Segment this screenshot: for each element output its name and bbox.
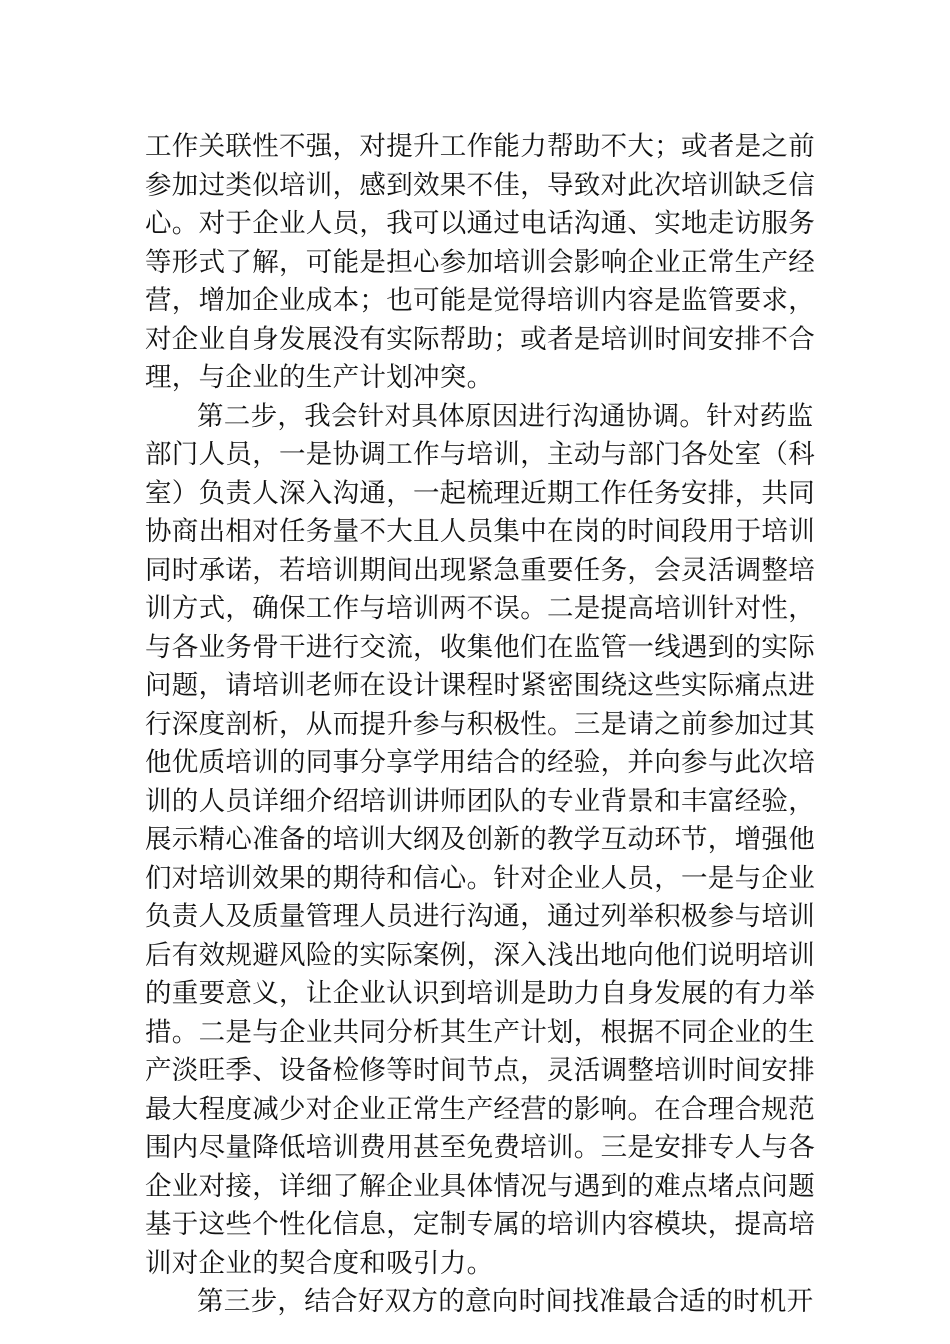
paragraph-start-line: 第三步，结合好双方的意向时间找准最合适的时机开 (197, 1286, 814, 1317)
text-line: 展示精心准备的培训大纲及创新的教学互动环节，增强他 (145, 824, 815, 855)
text-line: 产淡旺季、设备检修等时间节点，灵活调整培训时间安排 (145, 1055, 815, 1086)
text-line: 措。二是与企业共同分析其生产计划，根据不同企业的生 (145, 1016, 815, 1048)
text-line: 参加过类似培训，感到效果不佳，导致对此次培训缺乏信 (145, 169, 815, 201)
text-line: 室）负责人深入沟通，一起梳理近期工作任务安排，共同 (145, 477, 815, 509)
text-line: 营，增加企业成本；也可能是觉得培训内容是监管要求， (145, 285, 815, 316)
text-line: 心。对于企业人员，我可以通过电话沟通、实地走访服务 (145, 208, 815, 239)
text-line: 们对培训效果的期待和信心。针对企业人员，一是与企业 (145, 862, 815, 894)
text-line: 训的人员详细介绍培训讲师团队的专业背景和丰富经验， (145, 785, 815, 817)
text-line: 基于这些个性化信息，定制专属的培训内容模块，提高培 (145, 1209, 815, 1240)
text-line: 围内尽量降低培训费用甚至免费培训。三是安排专人与各 (145, 1132, 815, 1163)
text-line: 训对企业的契合度和吸引力。 (145, 1247, 494, 1279)
text-line: 最大程度减少对企业正常生产经营的影响。在合理合规范 (145, 1093, 815, 1125)
body-text (145, 128, 815, 1322)
text-line: 协商出相对任务量不大且人员集中在岗的时间段用于培训 (145, 516, 815, 547)
text-line: 对企业自身发展没有实际帮助；或者是培训时间安排不合 (145, 323, 815, 355)
text-line: 行深度剖析，从而提升参与积极性。三是请之前参加过其 (145, 708, 815, 740)
text-line: 企业对接，详细了解企业具体情况与遇到的难点堵点问题 (145, 1170, 815, 1202)
text-line: 同时承诺，若培训期间出现紧急重要任务，会灵活调整培 (145, 554, 815, 586)
text-line: 问题，请培训老师在设计课程时紧密围绕这些实际痛点进 (145, 670, 815, 701)
text-line: 等形式了解，可能是担心参加培训会影响企业正常生产经 (145, 246, 815, 278)
paragraph-start-line: 第二步，我会针对具体原因进行沟通协调。针对药监 (197, 400, 814, 432)
text-line: 他优质培训的同事分享学用结合的经验，并向参与此次培 (145, 747, 815, 778)
text-line: 的重要意义，让企业认识到培训是助力自身发展的有力举 (145, 978, 815, 1009)
text-line: 部门人员，一是协调工作与培训，主动与部门各处室（科 (145, 439, 815, 470)
text-line: 与各业务骨干进行交流，收集他们在监管一线遇到的实际 (145, 631, 815, 663)
text-line: 训方式，确保工作与培训两不误。二是提高培训针对性， (145, 593, 815, 624)
text-line: 工作关联性不强，对提升工作能力帮助不大；或者是之前 (145, 131, 815, 162)
text-line: 后有效规避风险的实际案例，深入浅出地向他们说明培训 (145, 939, 815, 971)
text-line: 理，与企业的生产计划冲突。 (145, 362, 494, 393)
text-line: 负责人及质量管理人员进行沟通，通过列举积极参与培训 (145, 901, 815, 932)
